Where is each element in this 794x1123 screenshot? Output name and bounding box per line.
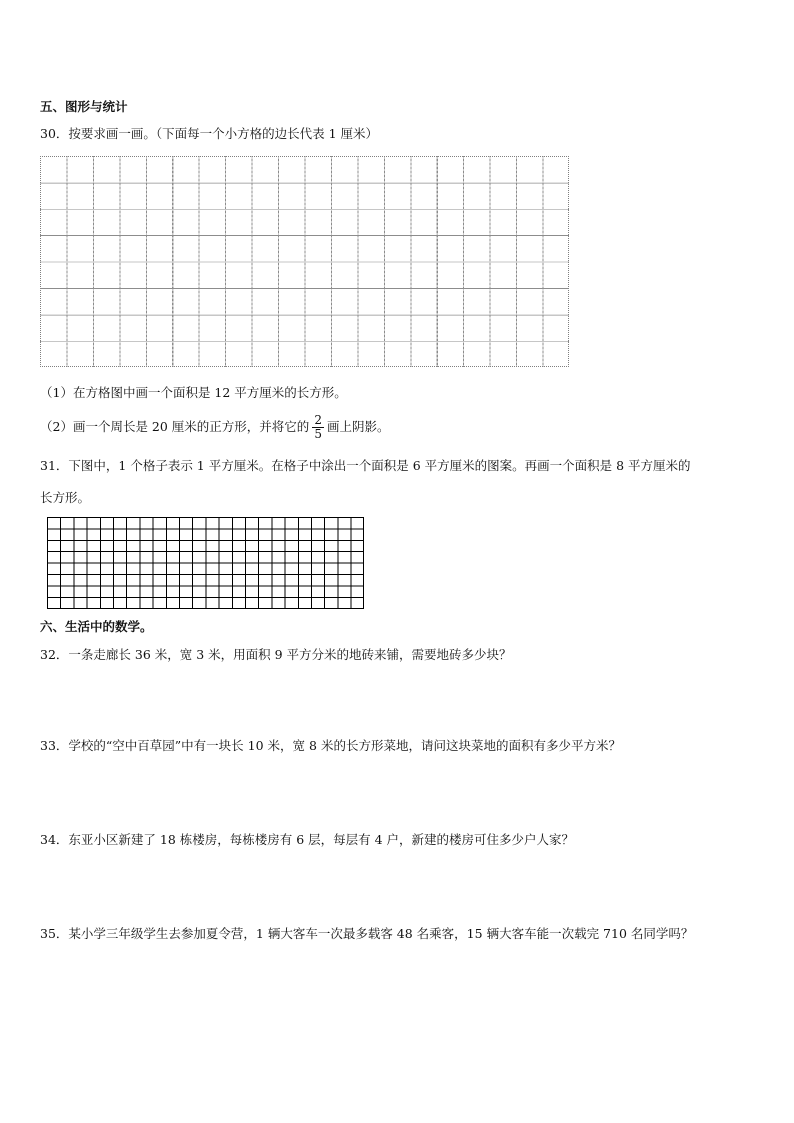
- question-32: 32．一条走廊长 36 米，宽 3 米，用面积 9 平方分米的地砖来铺，需要地砖多少块？: [40, 647, 512, 662]
- question-33: 33．学校的“空中百草园”中有一块长 10 米，宽 8 米的长方形菜地，请问这块菜地的面积有多少平方米？: [40, 738, 621, 753]
- question-30-part-2-text-after: 画上阴影。: [326, 419, 390, 434]
- question-31-line-1: 31．下图中，1 个格子表示 1 平方厘米。在格子中涂出一个面积是 6 平方厘米的图案。再画一个面积是 8 平方厘米的: [40, 458, 691, 473]
- question-30-prompt: 30．按要求画一画。（下面每一个小方格的边长代表 1 厘米）: [40, 126, 379, 141]
- fraction: [312, 414, 324, 441]
- question-30-part-1: （1）在方格图中画一个面积是 12 平方厘米的长方形。: [40, 385, 347, 400]
- question-30-part-2-text-before: （2）画一个周长是 20 厘米的正方形，并将它的: [40, 419, 310, 434]
- section-5-title: 五、图形与统计: [40, 99, 128, 114]
- question-30-part-2: [40, 412, 389, 442]
- fraction-denominator: 5: [314, 427, 322, 441]
- fraction-numerator: 2: [314, 413, 322, 427]
- question-31-line-2: 长方形。: [40, 490, 91, 505]
- section-6-title: 六、生活中的数学。: [40, 619, 153, 634]
- question-35: 35．某小学三年级学生去参加夏令营，1 辆大客车一次最多载客 48 名乘客，15 辆大客车能一次载完 710 名同学吗？: [40, 926, 694, 941]
- question-30-dotted-grid[interactable]: [40, 156, 569, 367]
- question-31-solid-grid[interactable]: [47, 517, 364, 609]
- question-34: 34．东亚小区新建了 18 栋楼房，每栋楼房有 6 层，每层有 4 户，新建的楼房可住多少户人家？: [40, 832, 575, 847]
